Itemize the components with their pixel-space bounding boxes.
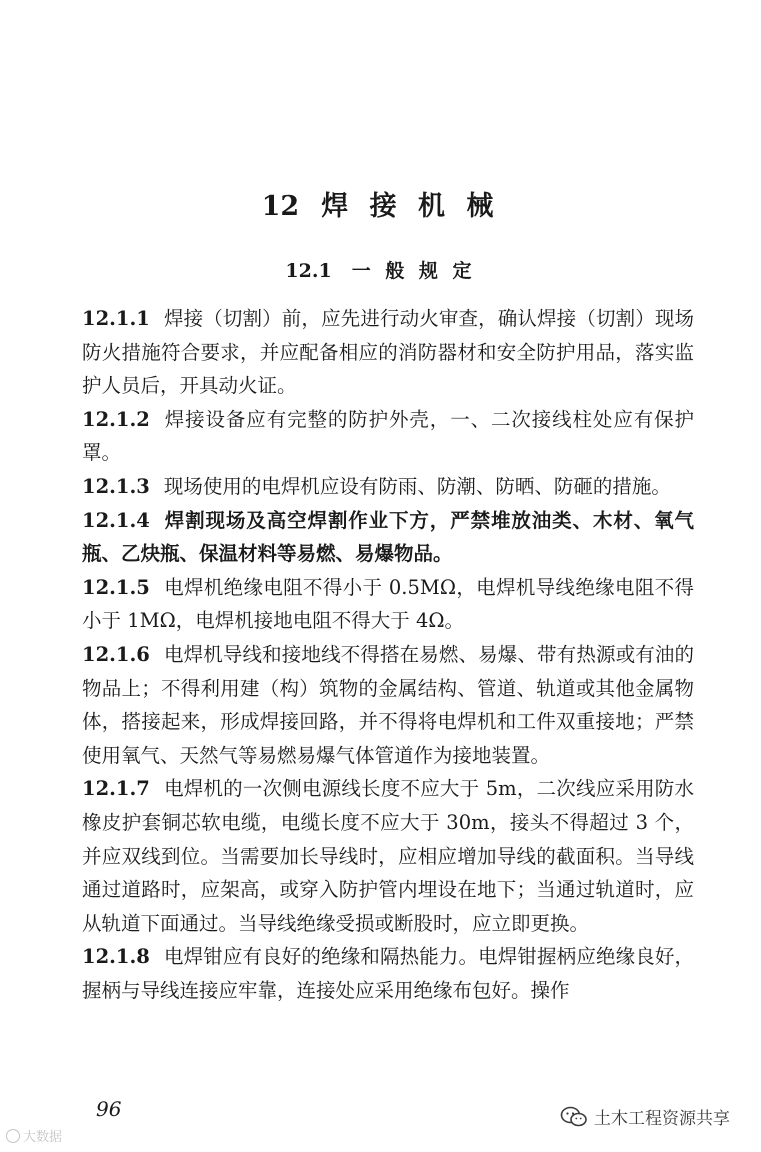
wechat-icon <box>560 1105 588 1129</box>
chapter-title-text: 焊 接 机 械 <box>321 191 500 222</box>
clause-12-1-4 <box>82 504 694 571</box>
watermark-left-text: 大数据 <box>23 1130 63 1145</box>
clause-12-1-7 <box>82 772 694 940</box>
clause-number: 12.1.8 <box>82 945 150 969</box>
chapter-title <box>0 184 761 223</box>
circle-logo-icon <box>6 1129 20 1143</box>
clause-number: 12.1.4 <box>82 508 150 532</box>
clause-12-1-1 <box>82 302 694 403</box>
clause-number: 12.1.6 <box>82 642 150 666</box>
clause-text: 现场使用的电焊机应设有防雨、防潮、防晒、防砸的措施。 <box>163 474 671 498</box>
clause-text: 电焊钳应有良好的绝缘和隔热能力。电焊钳握柄应绝缘良好，握柄与导线连接应牢靠，连接处应采用绝缘布包好。操作 <box>82 945 694 1002</box>
watermark-right-text: 土木工程资源共享 <box>594 1109 730 1129</box>
clause-12-1-2 <box>82 403 694 470</box>
section-number: 12.1 <box>285 260 332 282</box>
clause-number: 12.1.1 <box>82 307 150 330</box>
clause-number: 12.1.2 <box>82 407 150 431</box>
clause-number: 12.1.7 <box>82 777 150 801</box>
chapter-number: 12 <box>261 191 300 222</box>
clause-12-1-3 <box>82 470 694 504</box>
watermark-left <box>6 1126 62 1145</box>
clause-number: 12.1.3 <box>82 474 150 498</box>
watermark-right <box>560 1104 730 1129</box>
clause-12-1-8 <box>82 940 694 1007</box>
clause-text: 电焊机绝缘电阻不得小于 0.5MΩ，电焊机导线绝缘电阻不得小于 1MΩ，电焊机接地电阻不得大于 4Ω。 <box>82 575 694 633</box>
clause-12-1-5 <box>82 571 694 638</box>
clause-list <box>82 302 694 1007</box>
clause-text: 电焊机导线和接地线不得搭在易燃、易爆、带有热源或有油的物品上；不得利用建（构）筑物的金属结构、管道、轨道或其他金属物体，搭接起来，形成焊接回路，并不得将电焊机和工件双重接地；严禁使用氧气、天然气等易燃易爆气体管道作为接地装置。 <box>82 642 694 767</box>
clause-text: 焊接设备应有完整的防护外壳，一、二次接线柱处应有保护罩。 <box>82 407 694 465</box>
clause-text: 焊割现场及高空焊割作业下方，严禁堆放油类、木材、氧气瓶、乙炔瓶、保温材料等易燃、易爆物品。 <box>82 508 694 566</box>
section-title-text: 一 般 规 定 <box>351 260 476 282</box>
section-title <box>0 256 761 283</box>
page-number: 96 <box>96 1097 122 1121</box>
clause-text: 焊接（切割）前，应先进行动火审查，确认焊接（切割）现场防火措施符合要求，并应配备相应的消防器材和安全防护用品，落实监护人员后，开具动火证。 <box>82 307 694 398</box>
clause-12-1-6 <box>82 638 694 772</box>
clause-text: 电焊机的一次侧电源线长度不应大于 5m，二次线应采用防水橡皮护套铜芯软电缆，电缆长度不应大于 30m，接头不得超过 3 个，并应双线到位。当需要加长导线时，应相应增加导线的截面积。当导线通过道路时，应架高，或穿入防护管内埋设在地下；当通过轨道时，应从轨道下面通过。当导线绝缘受损或断股时，应立即更换。 <box>82 777 694 935</box>
clause-number: 12.1.5 <box>82 575 150 599</box>
